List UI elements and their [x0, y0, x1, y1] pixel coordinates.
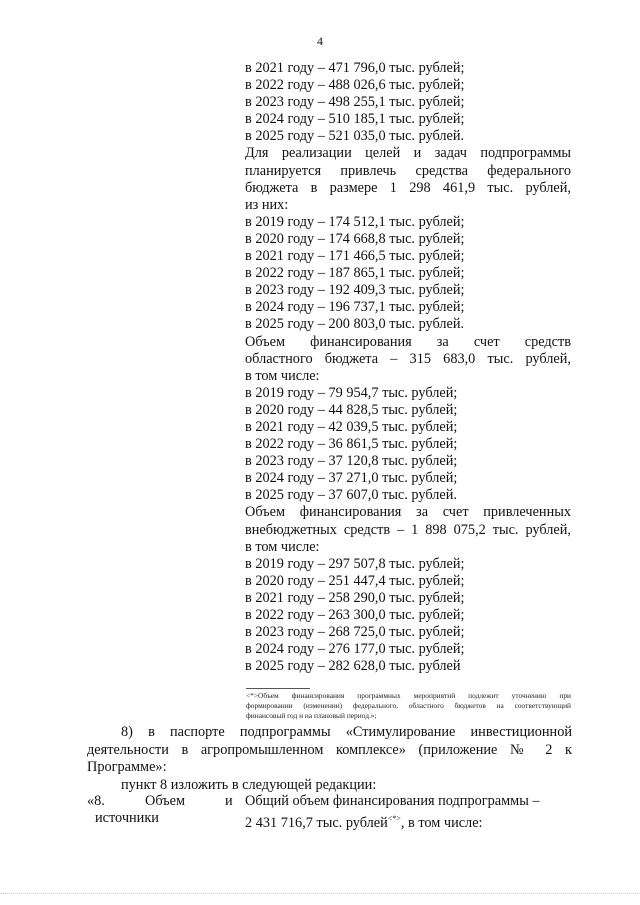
federal-years-line: в 2022 году – 187 865,1 тыс. рублей;: [245, 265, 465, 282]
federal-years-line: в 2024 году – 196 737,1 тыс. рублей;: [245, 299, 465, 316]
federal-years-line: в 2020 году – 174 668,8 тыс. рублей;: [245, 230, 465, 247]
federal-years-line: в 2023 году – 192 409,3 тыс. рублей;: [245, 282, 465, 299]
block1-line: в 2023 году – 498 255,1 тыс. рублей;: [245, 94, 465, 111]
regional-years-line: в 2019 году – 79 954,7 тыс. рублей;: [245, 384, 458, 401]
regional-intro-line: в том числе:: [245, 367, 320, 384]
paragraph-8-line: деятельности в агропромышленном комплексе» (приложение № 2 к: [87, 741, 572, 758]
footnote-line: финансовый год и на плановый период.»;: [246, 711, 377, 720]
page-number: 4: [317, 34, 323, 48]
regional-years-line: в 2021 году – 42 039,5 тыс. рублей;: [245, 418, 458, 435]
total-tail: , в том числе:: [400, 815, 483, 831]
extra-years-line: в 2021 году – 258 290,0 тыс. рублей;: [245, 589, 465, 606]
block1-line: в 2025 году – 521 035,0 тыс. рублей.: [245, 128, 465, 145]
paragraph-8-line: Программе»:: [87, 759, 167, 776]
row8-number: «8.: [87, 793, 105, 809]
extra-years-line: в 2022 году – 263 300,0 тыс. рублей;: [245, 607, 465, 623]
regional-years-line: в 2024 году – 37 271,0 тыс. рублей;: [245, 470, 458, 487]
financing-column: [245, 60, 571, 675]
row8-label-conj: и: [225, 793, 233, 809]
row8-label-word: Объем: [145, 793, 186, 809]
extra-years-line: в 2024 году – 276 177,0 тыс. рублей;: [245, 641, 465, 658]
federal-intro-line: Для реализации целей и задач подпрограммы: [245, 145, 571, 162]
row8-total-text: Общий объем финансирования подпрограммы –: [245, 793, 540, 809]
row8-label-sources: источники: [95, 810, 159, 826]
extra-intro-line: внебюджетных средств – 1 898 075,2 тыс. рублей,: [245, 521, 571, 538]
regional-years-line: в 2020 году – 44 828,5 тыс. рублей;: [245, 401, 458, 418]
extra-years-line: в 2025 году – 282 628,0 тыс. рублей: [245, 658, 461, 675]
federal-years-line: в 2021 году – 171 466,5 тыс. рублей;: [245, 248, 465, 265]
paragraph-8: [87, 724, 572, 794]
federal-intro-line: бюджета в размере 1 298 461,9 тыс. рублей,: [245, 179, 571, 196]
extra-years-line: в 2019 году – 297 507,8 тыс. рублей;: [245, 555, 465, 572]
footnote-mark: <*>: [387, 814, 401, 823]
federal-intro-line: из них:: [245, 196, 289, 213]
paragraph-8-line: 8) в паспорте подпрограммы «Стимулирование инвестиционной: [121, 724, 572, 740]
federal-years-line: в 2025 году – 200 803,0 тыс. рублей.: [245, 316, 465, 333]
extra-intro-line: Объем финансирования за счет привлеченных: [245, 504, 571, 521]
block1-line: в 2021 году – 471 796,0 тыс. рублей;: [245, 60, 465, 76]
footnote-line: формировании (изменении) федерального, областного бюджетов на соответствующий: [246, 701, 571, 710]
regional-years-line: в 2022 году – 36 861,5 тыс. рублей;: [245, 436, 458, 453]
extra-intro-line: в том числе:: [245, 538, 320, 555]
footnote-separator: [246, 688, 310, 689]
block1-line: в 2022 году – 488 026,6 тыс. рублей;: [245, 77, 465, 94]
regional-years-line: в 2025 году – 37 607,0 тыс. рублей.: [245, 487, 457, 504]
regional-intro-line: областного бюджета – 315 683,0 тыс. рублей,: [245, 350, 571, 367]
regional-intro-line: Объем финансирования за счет средств: [245, 333, 571, 350]
federal-intro-line: планируется привлечь средства федерального: [245, 162, 571, 179]
footnote: [246, 691, 571, 721]
scan-edge: [0, 893, 640, 894]
item-note: пункт 8 изложить в следующей редакции:: [121, 776, 377, 793]
extra-years-line: в 2023 году – 268 725,0 тыс. рублей;: [245, 624, 465, 641]
total-amount: 2 431 716,7 тыс. рублей: [245, 815, 388, 831]
extra-years-line: в 2020 году – 251 447,4 тыс. рублей;: [245, 572, 465, 589]
block1-line: в 2024 году – 510 185,1 тыс. рублей;: [245, 111, 465, 128]
regional-years-line: в 2023 году – 37 120,8 тыс. рублей;: [245, 453, 458, 470]
footnote-line: <*>Объем финансирования программных мероприятий подлежит уточнению при: [246, 691, 571, 700]
federal-years-line: в 2019 году – 174 512,1 тыс. рублей;: [245, 213, 465, 230]
row8-total-value: [245, 810, 572, 832]
